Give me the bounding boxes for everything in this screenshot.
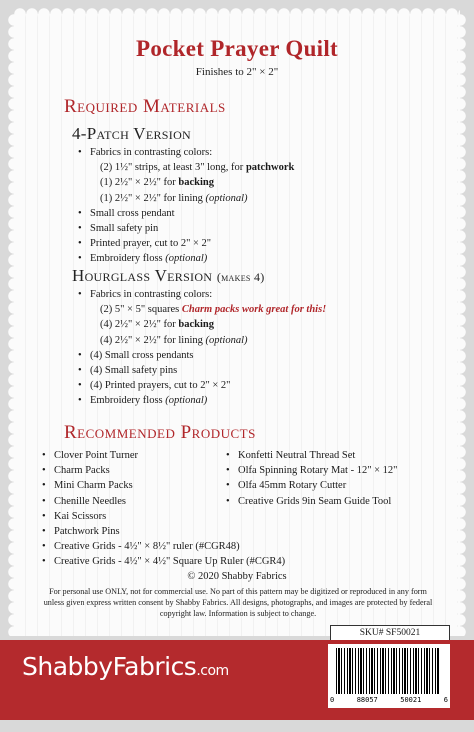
list-item: (1) 2½" × 2½" for lining (optional) [100, 192, 248, 204]
list-item: • Creative Grids 9in Seam Guide Tool [226, 494, 397, 509]
list-item: (2) 5" × 5" squares Charm packs work great for this! [100, 304, 327, 316]
list-item: • Olfa Spinning Rotary Mat - 12" × 12" [226, 463, 397, 478]
list-item: • (4) Small cross pendants [78, 348, 326, 363]
list-item: • Creative Grids - 4½" × 8½" ruler (#CGR48) [42, 539, 285, 554]
list-item: • Embroidery floss (optional) [78, 393, 326, 408]
list-item: (2) 1½" strips, at least 3" long, for patchwork [100, 162, 295, 174]
list-item: • Fabrics in contrasting colors: [78, 287, 326, 302]
list-item: • Mini Charm Packs [42, 478, 285, 493]
list-item: • (4) Small safety pins [78, 363, 326, 378]
scallop-edge-right [454, 14, 466, 636]
barcode-icon [336, 648, 440, 694]
list-item: • Embroidery floss (optional) [78, 251, 294, 266]
page-title: Pocket Prayer Quilt [136, 36, 338, 61]
barcode-digits: 0 88057 50021 6 [330, 696, 448, 704]
hourglass-list [78, 287, 326, 409]
finished-size: Finishes to 2" × 2" [195, 66, 279, 78]
list-item: (4) 2½" × 2½" for backing [100, 319, 214, 331]
scallop-edge-top [14, 8, 460, 20]
list-item: • Creative Grids - 4½" × 4½" Square Up Ruler (#CGR4) [42, 554, 285, 569]
required-materials-heading: Required Materials [64, 96, 226, 117]
list-item: • Small safety pin [78, 221, 294, 236]
list-item: • Charm Packs [42, 463, 285, 478]
four-patch-list [78, 145, 294, 267]
list-item: (1) 2½" × 2½" for backing [100, 177, 214, 189]
list-item: • Small cross pendant [78, 206, 294, 221]
list-item: • Kai Scissors [42, 509, 285, 524]
list-item: • Chenille Needles [42, 494, 285, 509]
hourglass-heading: Hourglass Version (makes 4) [72, 266, 265, 285]
list-item: (4) 2½" × 2½" for lining (optional) [100, 334, 248, 346]
four-patch-heading: 4-Patch Version [72, 124, 192, 143]
list-item: • Fabrics in contrasting colors: [78, 145, 294, 160]
recommended-right-list [226, 448, 397, 509]
list-item: • Printed prayer, cut to 2" × 2" [78, 236, 294, 251]
list-item: • (4) Printed prayers, cut to 2" × 2" [78, 378, 326, 393]
sku-label: SKU# SF50021 [330, 625, 450, 641]
list-item: • Clover Point Turner [42, 448, 285, 463]
list-item: • Olfa 45mm Rotary Cutter [226, 478, 397, 493]
scallop-edge-left [8, 14, 20, 636]
brand-logo: ShabbyFabrics.com [22, 652, 229, 681]
recommended-products-heading: Recommended Products [64, 422, 256, 443]
legal-notice: For personal use ONLY, not for commercial use. No part of this pattern may be digitized or reproduced in any form unless given express written consent by Shabby Fabrics. All designs, photographs, and images are protected by federal copyright law. Information is subject to change. [43, 587, 433, 618]
copyright-line: © 2020 Shabby Fabrics [187, 571, 287, 582]
list-item: • Patchwork Pins [42, 524, 285, 539]
list-item: • Konfetti Neutral Thread Set [226, 448, 397, 463]
